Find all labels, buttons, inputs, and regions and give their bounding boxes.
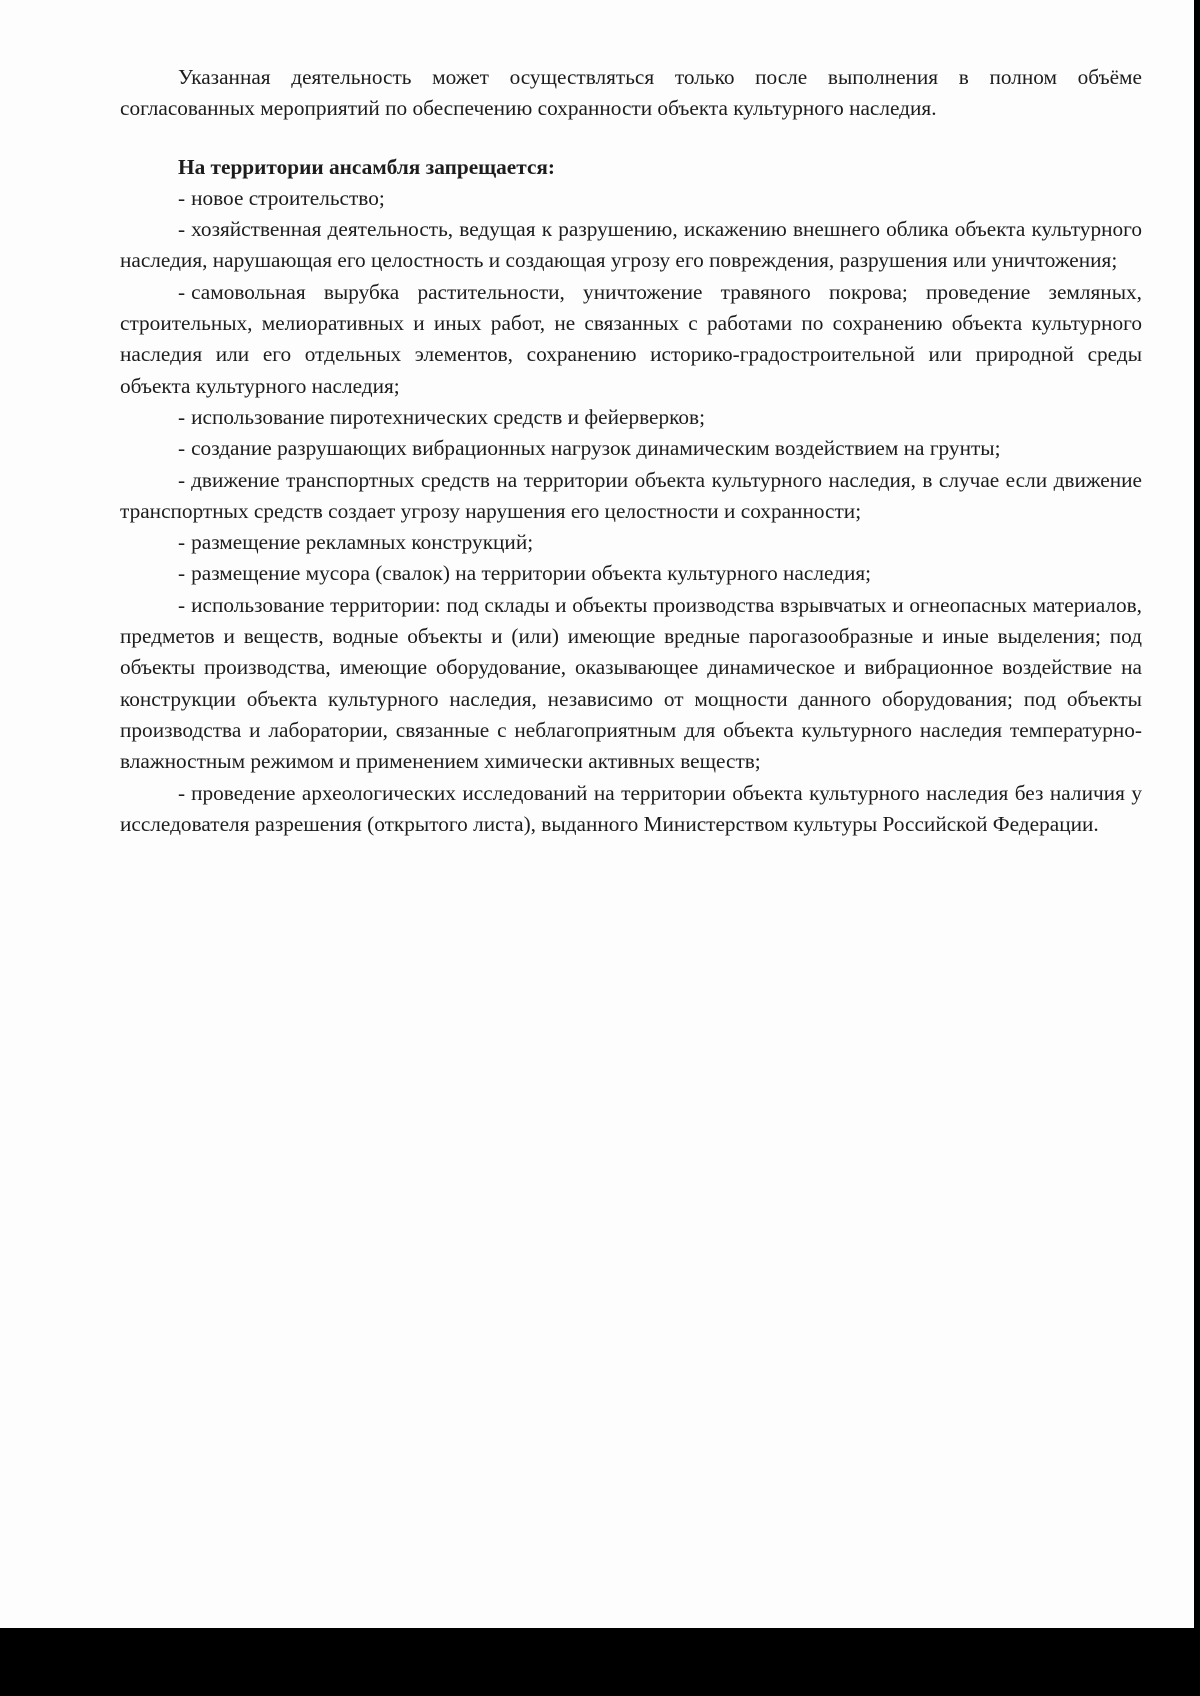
list-dash: - <box>178 561 186 586</box>
list-dash: - <box>178 530 186 555</box>
list-item-text: создание разрушающих вибрационных нагрузок динамическим воздействием на грунты; <box>191 436 1001 461</box>
section-heading: На территории ансамбля запрещается: <box>178 154 556 179</box>
prohibitions-list <box>120 183 1142 840</box>
list-dash: - <box>178 185 186 210</box>
list-dash: - <box>178 404 186 429</box>
intro-paragraph: Указанная деятельность может осуществляться только после выполнения в полном объёме согласованных мероприятий по обеспечению сохранности объекта культурного наследия. <box>120 65 1142 121</box>
list-dash: - <box>178 592 186 617</box>
list-item <box>120 183 1142 214</box>
scan-edge-bottom <box>0 1628 1200 1696</box>
list-item <box>120 778 1142 841</box>
list-dash: - <box>178 217 186 242</box>
list-item-text: размещение мусора (свалок) на территории объекта культурного наследия; <box>191 561 872 586</box>
list-item <box>120 402 1142 433</box>
list-item <box>120 527 1142 558</box>
document-body <box>120 62 1142 840</box>
list-dash: - <box>178 436 186 461</box>
list-item-text: новое строительство; <box>191 185 385 210</box>
list-item-text: использование пиротехнических средств и фейерверков; <box>191 404 706 429</box>
list-item-text: проведение археологических исследований на территории объекта культурного наследия без наличия у исследователя разрешения (открытого листа), выданного Министерством культуры Российской Федерации. <box>120 780 1142 836</box>
list-item <box>120 214 1142 277</box>
list-dash: - <box>178 467 186 492</box>
list-item <box>120 590 1142 778</box>
scan-edge-right <box>1194 0 1200 1696</box>
list-dash: - <box>178 780 186 805</box>
list-item-text: движение транспортных средств на территории объекта культурного наследия, в случае если движение транспортных средств создает угрозу нарушения его целостности и сохранности; <box>120 467 1142 523</box>
list-item <box>120 433 1142 464</box>
list-item-text: самовольная вырубка растительности, уничтожение травяного покрова; проведение земляных, строительных, мелиоративных и иных работ, не связанных с работами по сохранению объекта культурного наследия или его отдельных элементов, сохранению историко-градостроительной или природной среды объекта культурного наследия; <box>120 279 1142 398</box>
list-item <box>120 465 1142 528</box>
list-item-text: хозяйственная деятельность, ведущая к разрушению, искажению внешнего облика объекта культурного наследия, нарушающая его целостность и создающая угрозу его повреждения, разрушения или уничтожения; <box>120 217 1142 273</box>
list-dash: - <box>178 279 186 304</box>
list-item <box>120 277 1142 402</box>
list-item-text: размещение рекламных конструкций; <box>191 530 534 555</box>
list-item <box>120 558 1142 589</box>
list-item-text: использование территории: под склады и объекты производства взрывчатых и огнеопасных материалов, предметов и веществ, водные объекты и (или) имеющие вредные парогазообразные и иные выделения; под объекты производства, имеющие оборудование, оказывающее динамическое и вибрационное воздействие на конструкции объекта культурного наследия, независимо от мощности данного оборудования; под объекты производства и лаборатории, связанные с неблагоприятным для объекта культурного наследия температурно-влажностным режимом и применением химически активных веществ; <box>120 592 1142 774</box>
